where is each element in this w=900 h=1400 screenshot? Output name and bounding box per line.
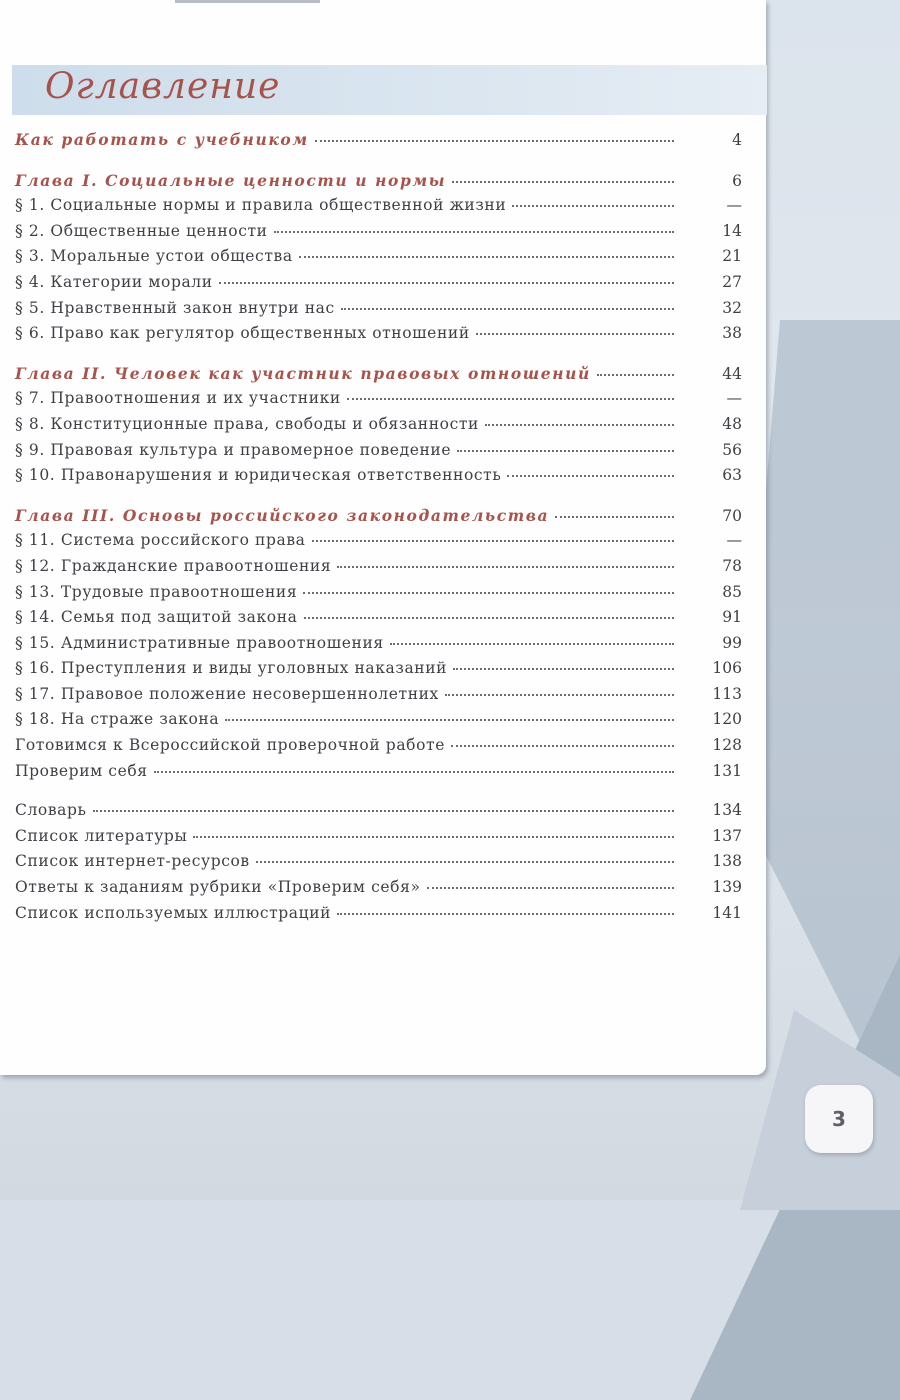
toc-label: Готовимся к Всероссийской проверочной работе xyxy=(15,736,445,755)
leader-dots xyxy=(193,835,674,838)
section-number: § 17. xyxy=(15,684,56,703)
leader-dots xyxy=(451,744,674,747)
toc-page: 113 xyxy=(712,684,742,703)
section-number: § 7. xyxy=(15,389,45,408)
toc-page: — xyxy=(726,196,742,215)
toc-entry-answers[interactable] xyxy=(15,878,742,904)
toc-entry-illustrations[interactable] xyxy=(15,904,742,930)
section-number: § 10. xyxy=(15,466,56,485)
toc-page: 21 xyxy=(722,247,742,266)
toc-section[interactable] xyxy=(15,196,742,222)
toc-page: 63 xyxy=(722,466,742,485)
table-of-contents xyxy=(15,130,742,929)
page-number-badge: 3 xyxy=(805,1085,873,1153)
toc-section[interactable] xyxy=(15,247,742,273)
toc-page: 85 xyxy=(722,582,742,601)
leader-dots xyxy=(507,474,674,477)
section-number: § 13. xyxy=(15,582,56,601)
toc-section[interactable] xyxy=(15,389,742,415)
page-tab-edge xyxy=(175,0,320,3)
leader-dots xyxy=(337,912,674,915)
toc-entry-internet-resources[interactable] xyxy=(15,852,742,878)
leader-dots xyxy=(154,770,674,773)
toc-page: — xyxy=(726,389,742,408)
toc-label: Правоотношения и их участники xyxy=(50,389,341,408)
leader-dots xyxy=(597,373,674,376)
leader-dots xyxy=(476,332,674,335)
toc-entry-literature[interactable] xyxy=(15,827,742,853)
toc-label: Список интернет-ресурсов xyxy=(15,852,250,871)
toc-section[interactable] xyxy=(15,222,742,248)
leader-dots xyxy=(274,230,674,233)
leader-dots xyxy=(341,307,674,310)
toc-entry-self-check[interactable] xyxy=(15,762,742,788)
toc-label: Проверим себя xyxy=(15,761,148,780)
toc-page: 131 xyxy=(712,761,742,780)
toc-page: 48 xyxy=(722,414,742,433)
leader-dots xyxy=(445,693,674,696)
toc-section[interactable] xyxy=(15,583,742,609)
toc-page: 99 xyxy=(722,633,742,652)
toc-page: — xyxy=(726,531,742,550)
toc-label: Список литературы xyxy=(15,826,188,845)
page-title: Оглавление xyxy=(45,66,281,107)
toc-page: 14 xyxy=(722,221,742,240)
toc-label: Ответы к заданиям рубрики «Проверим себя» xyxy=(15,878,421,897)
leader-dots xyxy=(304,616,674,619)
toc-section[interactable] xyxy=(15,531,742,557)
leader-dots xyxy=(337,565,674,568)
toc-section[interactable] xyxy=(15,659,742,685)
toc-label: Правонарушения и юридическая ответственность xyxy=(60,466,502,485)
toc-chapter-1[interactable] xyxy=(15,171,742,197)
toc-label: Правовое положение несовершеннолетних xyxy=(60,684,439,703)
toc-label: Преступления и виды уголовных наказаний xyxy=(60,659,448,678)
toc-label: Общественные ценности xyxy=(50,221,268,240)
section-number: § 8. xyxy=(15,414,45,433)
toc-page: 6 xyxy=(732,171,742,190)
leader-dots xyxy=(453,667,674,670)
toc-section[interactable] xyxy=(15,557,742,583)
toc-label: Семья под защитой закона xyxy=(60,608,298,627)
toc-page: 38 xyxy=(722,324,742,343)
leader-dots xyxy=(93,809,674,812)
toc-label: Право как регулятор общественных отношений xyxy=(50,324,470,343)
section-number: § 1. xyxy=(15,196,45,215)
leader-dots xyxy=(303,591,674,594)
toc-label: Глава I. Социальные ценности и нормы xyxy=(15,170,447,190)
leader-dots xyxy=(225,718,674,721)
toc-page: 78 xyxy=(722,556,742,575)
section-number: § 9. xyxy=(15,440,45,459)
toc-label: Глава II. Человек как участник правовых отношений xyxy=(15,363,591,383)
leader-dots xyxy=(347,397,674,400)
leader-dots xyxy=(315,139,674,142)
toc-label: Нравственный закон внутри нас xyxy=(50,298,335,317)
section-number: § 11. xyxy=(15,531,56,550)
toc-label: Словарь xyxy=(15,801,87,820)
toc-page: 27 xyxy=(722,272,742,291)
toc-page: 32 xyxy=(722,298,742,317)
section-number: § 15. xyxy=(15,633,56,652)
toc-label: Административные правоотношения xyxy=(60,633,384,652)
leader-dots xyxy=(390,642,674,645)
leader-dots xyxy=(457,449,674,452)
leader-dots xyxy=(512,204,674,207)
toc-page: 128 xyxy=(712,736,742,755)
toc-page: 106 xyxy=(712,659,742,678)
leader-dots xyxy=(299,255,674,258)
toc-page: 134 xyxy=(712,801,742,820)
toc-page: 120 xyxy=(712,710,742,729)
leader-dots xyxy=(219,281,674,284)
toc-section[interactable] xyxy=(15,441,742,467)
toc-page: 137 xyxy=(712,826,742,845)
toc-page: 141 xyxy=(712,903,742,922)
toc-section[interactable] xyxy=(15,299,742,325)
toc-chapter-3[interactable] xyxy=(15,506,742,532)
section-number: § 3. xyxy=(15,247,45,266)
toc-section[interactable] xyxy=(15,415,742,441)
toc-page: 56 xyxy=(722,440,742,459)
toc-section[interactable] xyxy=(15,324,742,350)
toc-section[interactable] xyxy=(15,273,742,299)
section-number: § 5. xyxy=(15,298,45,317)
toc-entry-vpr-prep[interactable] xyxy=(15,736,742,762)
toc-page: 138 xyxy=(712,852,742,871)
toc-section[interactable] xyxy=(15,634,742,660)
toc-label: Гражданские правоотношения xyxy=(60,556,332,575)
toc-label: Трудовые правоотношения xyxy=(60,582,298,601)
section-number: § 6. xyxy=(15,324,45,343)
toc-label: Моральные устои общества xyxy=(50,247,293,266)
leader-dots xyxy=(427,886,674,889)
leader-dots xyxy=(256,860,674,863)
toc-label: Глава III. Основы российского законодательства xyxy=(15,505,550,525)
toc-label: Правовая культура и правомерное поведение xyxy=(50,440,452,459)
leader-dots xyxy=(485,423,674,426)
toc-section[interactable] xyxy=(15,608,742,634)
toc-entry-intro[interactable] xyxy=(15,130,742,156)
toc-section[interactable] xyxy=(15,466,742,492)
toc-label: Система российского права xyxy=(60,531,306,550)
toc-page: 70 xyxy=(722,506,742,525)
section-number: § 18. xyxy=(15,710,56,729)
toc-section[interactable] xyxy=(15,710,742,736)
toc-label: Социальные нормы и правила общественной жизни xyxy=(50,196,507,215)
leader-dots xyxy=(312,539,674,542)
toc-entry-glossary[interactable] xyxy=(15,801,742,827)
toc-section[interactable] xyxy=(15,685,742,711)
toc-page: 44 xyxy=(722,364,742,383)
section-number: § 12. xyxy=(15,556,56,575)
toc-page: 139 xyxy=(712,878,742,897)
section-number: § 14. xyxy=(15,608,56,627)
section-number: § 16. xyxy=(15,659,56,678)
toc-label: Конституционные права, свободы и обязанности xyxy=(50,414,479,433)
toc-page: 4 xyxy=(732,131,742,149)
toc-label: Список используемых иллюстраций xyxy=(15,903,332,922)
toc-label: На страже закона xyxy=(60,710,220,729)
toc-label: Как работать с учебником xyxy=(15,130,309,149)
toc-page: 91 xyxy=(722,608,742,627)
leader-dots xyxy=(452,180,674,183)
toc-label: Категории морали xyxy=(50,272,213,291)
section-number: § 4. xyxy=(15,272,45,291)
toc-chapter-2[interactable] xyxy=(15,364,742,390)
section-number: § 2. xyxy=(15,221,45,240)
leader-dots xyxy=(555,515,674,518)
